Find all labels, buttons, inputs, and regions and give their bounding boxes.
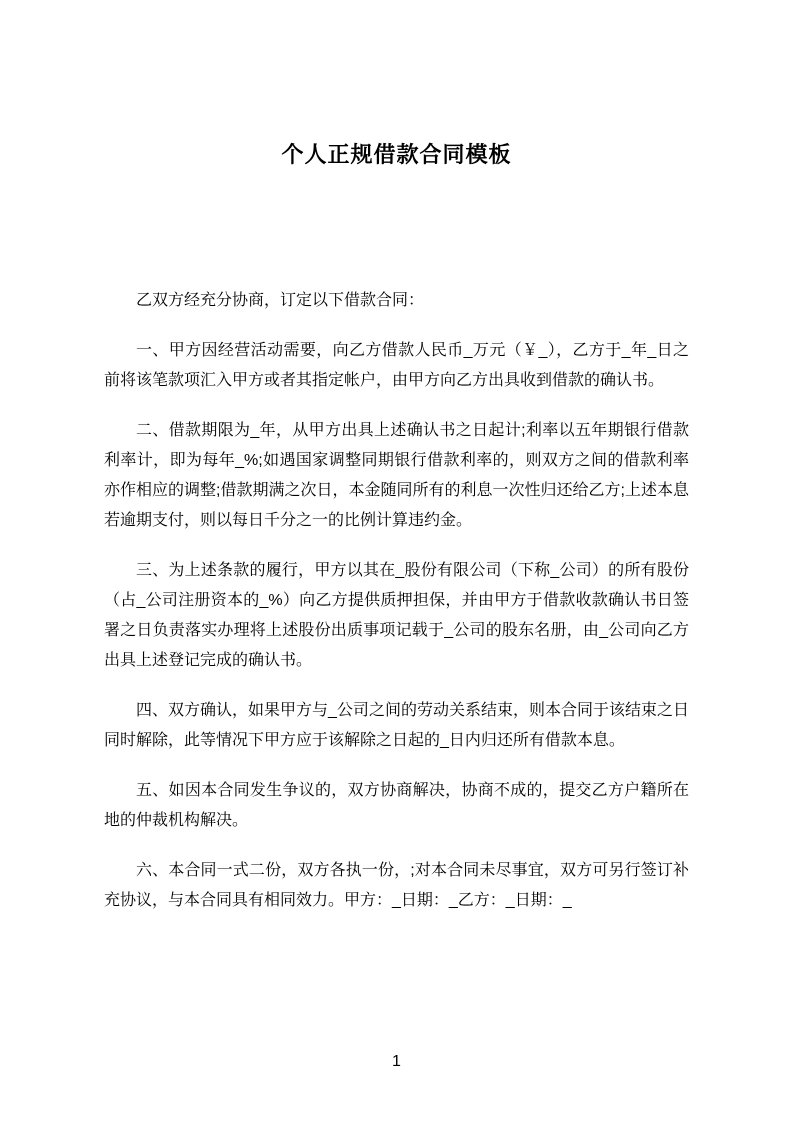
contract-clause-6: 六、本合同一式二份，双方各执一份，;对本合同未尽事宜，双方可另行签订补充协议，与本合同具有相同效力。甲方：_日期：_乙方：_日期：_ — [104, 862, 689, 909]
document-content — [104, 0, 689, 916]
contract-clause-1: 一、甲方因经营活动需要，向乙方借款人民币_万元（￥_），乙方于_年_日之前将该笔款项汇入甲方或者其指定帐户，由甲方向乙方出具收到借款的确认书。 — [104, 342, 689, 389]
document-title: 个人正规借款合同模板 — [281, 142, 512, 167]
contract-clause-5: 五、如因本合同发生争议的，双方协商解决，协商不成的，提交乙方户籍所在地的仲裁机构解决。 — [104, 782, 689, 829]
contract-clause-2: 二、借款期限为_年，从甲方出具上述确认书之日起计;利率以五年期银行借款利率计，即为每年_%;如遇国家调整同期银行借款利率的，则双方之间的借款利率亦作相应的调整;借款期满之次日，本金随同所有的利息一次性归还给乙方;上述本息若逾期支付，则以每日千分之一的比例计算违约金。 — [104, 422, 689, 529]
contract-intro: 乙双方经充分协商，订定以下借款合同： — [136, 292, 425, 309]
contract-body — [104, 286, 689, 916]
page-number: 1 — [392, 1053, 401, 1070]
contract-clause-4: 四、双方确认，如果甲方与_公司之间的劳动关系结束，则本合同于该结束之日同时解除，此等情况下甲方应于该解除之日起的_日内归还所有借款本息。 — [104, 702, 689, 749]
contract-clause-3: 三、为上述条款的履行，甲方以其在_股份有限公司（下称_公司）的所有股份（占_公司注册资本的_%）向乙方提供质押担保，并由甲方于借款收款确认书日签署之日负责落实办理将上述股份出质事项记载于_公司的股东名册，由_公司向乙方出具上述登记完成的确认书。 — [104, 562, 689, 669]
